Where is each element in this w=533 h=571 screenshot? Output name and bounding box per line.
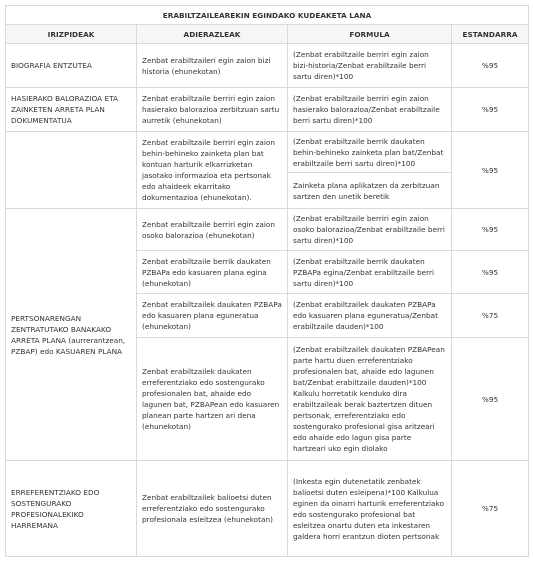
indicator-cell: Zenbat erabiltzailek balioetsi duten erreferentziako edo sostengurako profesionala esleitzea (ehunekotan) — [137, 461, 288, 557]
table-row — [6, 132, 529, 173]
criterion-cell: BIOGRAFIA ENTZUTEA — [6, 44, 137, 88]
formula-cell: (Zenbat erabiltzaile berriri egin zaion hasierako balorazioa/Zenbat erabiltzaile berri sartu diren)*100 — [288, 88, 452, 132]
header-indicators: ADIERAZLEAK — [137, 25, 288, 44]
indicator-cell: Zenbat erabiltzailek daukaten PZBAPa edo kasuaren plana eguneratua (ehunekotan) — [137, 294, 288, 338]
header-row — [6, 25, 529, 44]
formula-note-cell: Zainketa plana aplikatzen da zerbitzuan sartzen den unetik beretik — [288, 173, 452, 209]
formula-cell: (Zenbat erabiltzaile berriri egin zaion bizi-historia/Zenbat erabiltzaile berri sartu diren)*100 — [288, 44, 452, 88]
formula-cell: (Zenbat erabiltzaile berrik daukaten PZBAPa egina/Zenbat erabiltzaile berri sartu diren)*100 — [288, 251, 452, 294]
table-row — [6, 461, 529, 557]
header-standard: ESTANDARRA — [452, 25, 529, 44]
standard-cell: %95 — [452, 251, 529, 294]
criterion-cell: ERREFERENTZIAKO EDO SOSTENGURAKO PROFESIONALEKIKO HARREMANA — [6, 461, 137, 557]
table-row — [6, 44, 529, 88]
indicator-cell: Zenbat erabiltzaileri egin zaion bizi historia (ehunekotan) — [137, 44, 288, 88]
standard-cell: %95 — [452, 338, 529, 461]
table-row — [6, 88, 529, 132]
title-row — [6, 6, 529, 25]
formula-cell: (Inkesta egin dutenetatik zenbatek balioetsi duten esleipena)*100 Kalkulua eginen da oinarri harturik erreferentziako edo sostengurako profesional bat esleitzea onartu duten eta inkestaren galdera horri erantzun dioten pertsonak — [288, 461, 452, 557]
indicator-cell: Zenbat erabiltzailek daukaten erreferentziako edo sostengurako profesionalen bat, ahaide edo lagunen bat, PZBAPean edo kasuaren planean parte hartzen ari dena (ehunekotan) — [137, 338, 288, 461]
standard-cell: %75 — [452, 461, 529, 557]
standard-cell: %95 — [452, 209, 529, 251]
criterion-cell: PERTSONARENGAN ZENTRATUTAKO BANAKAKO ARRETA PLANA (aurrerantzean, PZBAP) edo KASUAREN PLANA — [6, 209, 137, 461]
criterion-cell: HASIERAKO BALORAZIOA ETA ZAINKETEN ARRETA PLAN DOKUMENTATUA — [6, 88, 137, 132]
indicator-cell: Zenbat erabiltzaile berrik daukaten PZBAPa edo kasuaren plana egina (ehunekotan) — [137, 251, 288, 294]
formula-cell: (Zenbat erabiltzailek daukaten PZBAPa edo kasuaren plana eguneratua/Zenbat erabiltzaile dauden)*100 — [288, 294, 452, 338]
table-row — [6, 209, 529, 251]
formula-cell: (Zenbat erabiltzailek daukaten PZBAPean parte hartu duen erreferentziako profesionalen bat, ahaide edo lagunen bat/Zenbat erabiltzaile dauden)*100 Kalkulu horretatik kenduko dira erabiltzaileak berak baztertzen dituen pertsonak, erreferentziako edo sostengurako profesional gisa aritzeari edo ahaide edo lagun gisa parte hartzeari uko egin diolako — [288, 338, 452, 461]
standard-cell: %75 — [452, 294, 529, 338]
header-formula: FORMULA — [288, 25, 452, 44]
table-title: ERABILTZAILEAREKIN EGINDAKO KUDEAKETA LANA — [6, 6, 529, 25]
management-table — [5, 5, 529, 557]
header-criteria: IRIZPIDEAK — [6, 25, 137, 44]
formula-cell: (Zenbat erabiltzaile berriri egin zaion osoko balorazioa/Zenbat erabiltzaile berri sartu diren)*100 — [288, 209, 452, 251]
indicator-cell: Zenbat erabiltzaile berriri egin zaion osoko balorazioa (ehunekotan) — [137, 209, 288, 251]
indicator-cell: Zenbat erabiltzaile berriri egin zaion behin-behineko zainketa plan bat kontuan harturik elkarrizketan jasotako informazioa eta pertsonak edo ahaideek ekarritako dokumentazioa (ehunekotan). — [137, 132, 288, 209]
standard-cell: %95 — [452, 88, 529, 132]
standard-cell: %95 — [452, 44, 529, 88]
formula-cell: (Zenbat erabiltzaile berrik daukaten behin-behineko zainketa plan bat/Zenbat erabiltzaile berri sartu diren)*100 — [288, 132, 452, 173]
criterion-cell-empty — [6, 132, 137, 209]
indicator-cell: Zenbat erabiltzaile berriri egin zaion hasierako balorazioa zerbitzuan sartu aurretik (ehunekotan) — [137, 88, 288, 132]
standard-cell: %95 — [452, 132, 529, 209]
